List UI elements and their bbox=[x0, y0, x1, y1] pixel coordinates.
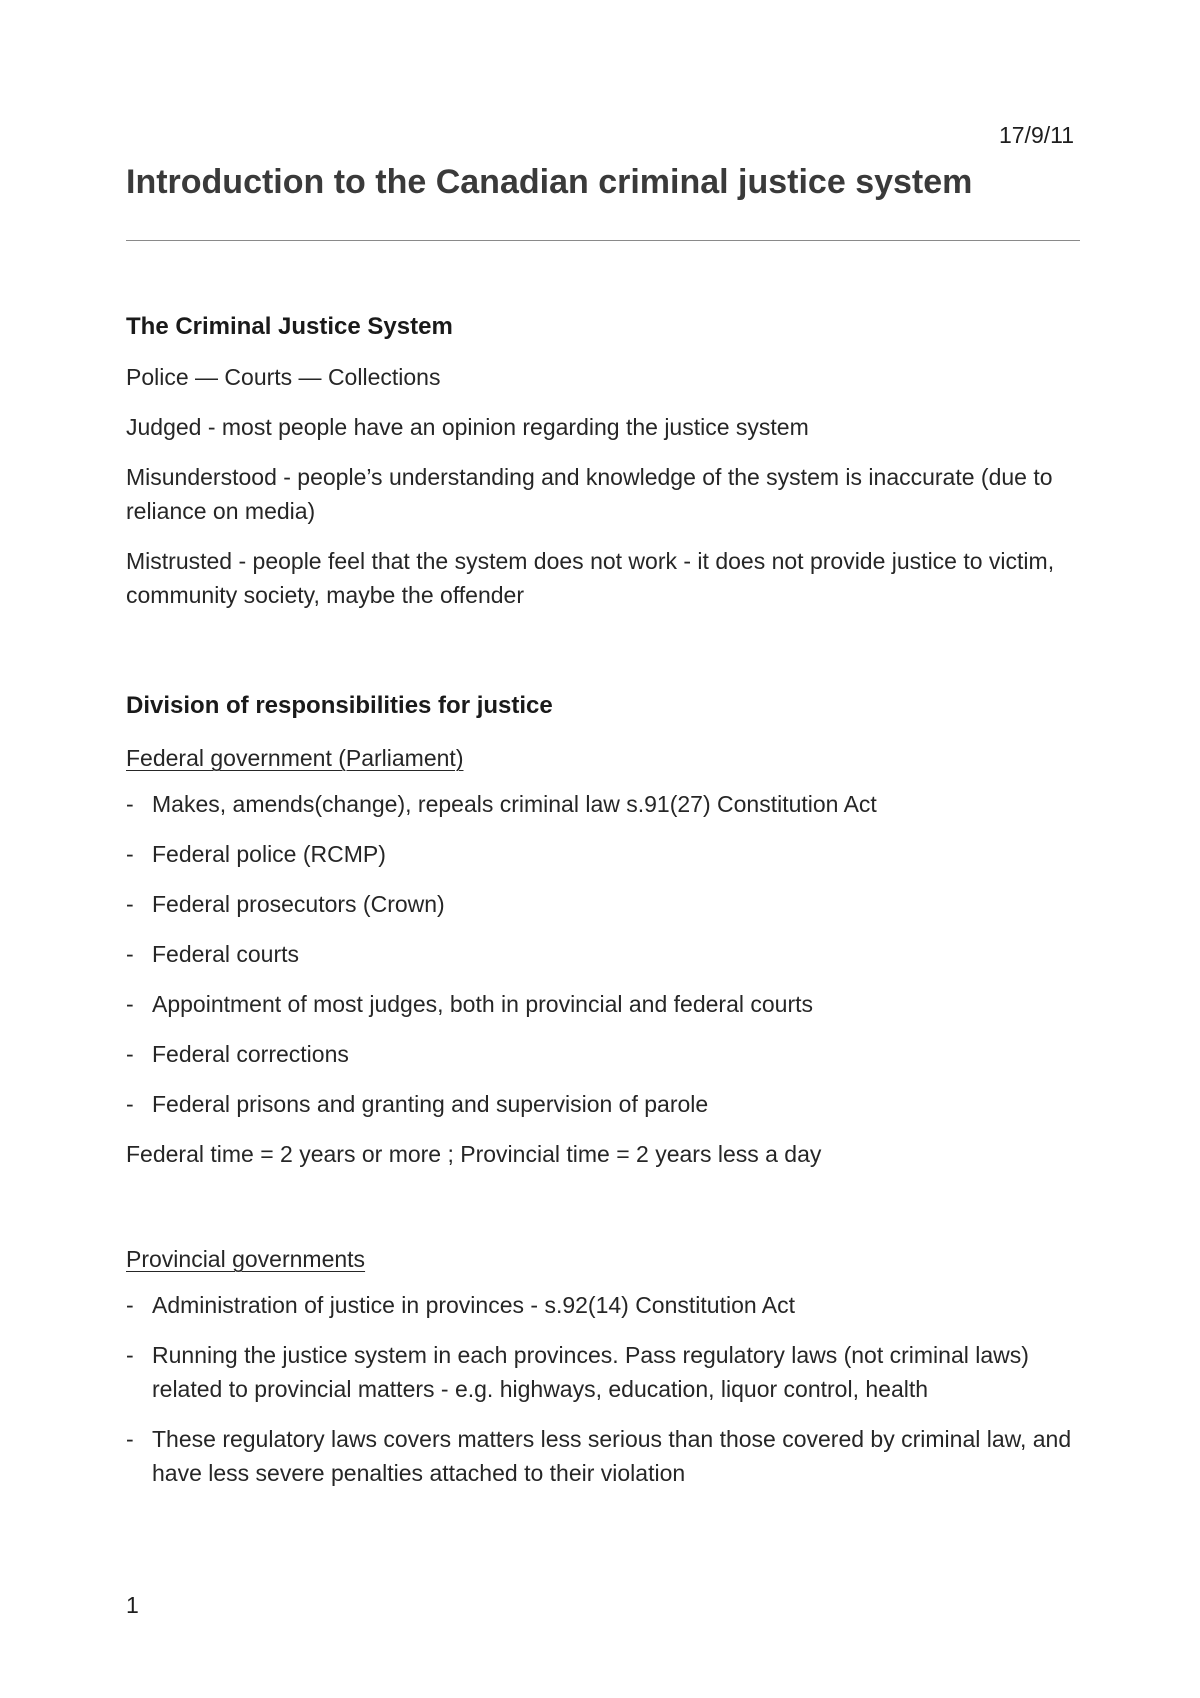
list-item bbox=[126, 1338, 1086, 1406]
dash-marker: - bbox=[126, 991, 134, 1017]
federal-list bbox=[126, 787, 1086, 1121]
dash-marker: - bbox=[126, 941, 134, 967]
list-item-text: Running the justice system in each provinces. Pass regulatory laws (not criminal laws) related to provincial matters - e.g. highways, education, liquor control, health bbox=[152, 1342, 1029, 1402]
federal-time-note: Federal time = 2 years or more ; Provincial time = 2 years less a day bbox=[126, 1141, 822, 1167]
dash-marker: - bbox=[126, 1342, 134, 1368]
list-item-text: Federal corrections bbox=[152, 1041, 349, 1067]
section-criminal-justice-system bbox=[126, 312, 1086, 612]
list-item bbox=[126, 887, 1086, 921]
list-item-text: Federal courts bbox=[152, 941, 300, 967]
page-number: 1 bbox=[126, 1592, 139, 1618]
list-item-text: Administration of justice in provinces - s.92(14) Constitution Act bbox=[152, 1292, 796, 1318]
dash-marker: - bbox=[126, 891, 134, 917]
list-item bbox=[126, 787, 1086, 821]
list-item-text: These regulatory laws covers matters less serious than those covered by criminal law, and have less severe penalties attached to their violation bbox=[152, 1426, 1072, 1486]
list-item bbox=[126, 1037, 1086, 1071]
provincial-list bbox=[126, 1288, 1086, 1490]
subheading-federal: Federal government (Parliament) bbox=[126, 745, 464, 771]
dash-marker: - bbox=[126, 841, 134, 867]
subheading-provincial: Provincial governments bbox=[126, 1246, 366, 1272]
list-item-text: Federal prosecutors (Crown) bbox=[152, 891, 445, 917]
list-item bbox=[126, 1087, 1086, 1121]
list-item-text: Makes, amends(change), repeals criminal law s.91(27) Constitution Act bbox=[152, 791, 877, 817]
dash-marker: - bbox=[126, 1426, 134, 1452]
list-item bbox=[126, 1288, 1086, 1322]
dash-marker: - bbox=[126, 1041, 134, 1067]
section-heading: The Criminal Justice System bbox=[126, 313, 453, 340]
section-heading: Division of responsibilities for justice bbox=[126, 692, 553, 719]
dash-marker: - bbox=[126, 1091, 134, 1117]
document-date: 17/9/11 bbox=[998, 122, 1074, 148]
page-title: Introduction to the Canadian criminal justice system bbox=[126, 163, 973, 201]
list-item bbox=[126, 1422, 1086, 1490]
section-division-of-responsibilities bbox=[126, 691, 1086, 1171]
list-item-text: Federal police (RCMP) bbox=[152, 841, 386, 867]
dash-marker: - bbox=[126, 791, 134, 817]
paragraph: Judged - most people have an opinion regarding the justice system bbox=[126, 414, 809, 440]
paragraph: Misunderstood - people’s understanding and knowledge of the system is inaccurate (due to reliance on media) bbox=[126, 464, 1053, 524]
list-item bbox=[126, 837, 1086, 871]
title-divider bbox=[126, 240, 1080, 241]
list-item-text: Federal prisons and granting and supervision of parole bbox=[152, 1091, 709, 1117]
list-item bbox=[126, 937, 1086, 971]
paragraph: Mistrusted - people feel that the system does not work - it does not provide justice to victim, community society, maybe the offender bbox=[126, 548, 1055, 608]
list-item bbox=[126, 987, 1086, 1021]
section-provincial bbox=[126, 1244, 1086, 1506]
dash-marker: - bbox=[126, 1292, 134, 1318]
paragraph: Police — Courts — Collections bbox=[126, 364, 441, 390]
list-item-text: Appointment of most judges, both in provincial and federal courts bbox=[152, 991, 813, 1017]
